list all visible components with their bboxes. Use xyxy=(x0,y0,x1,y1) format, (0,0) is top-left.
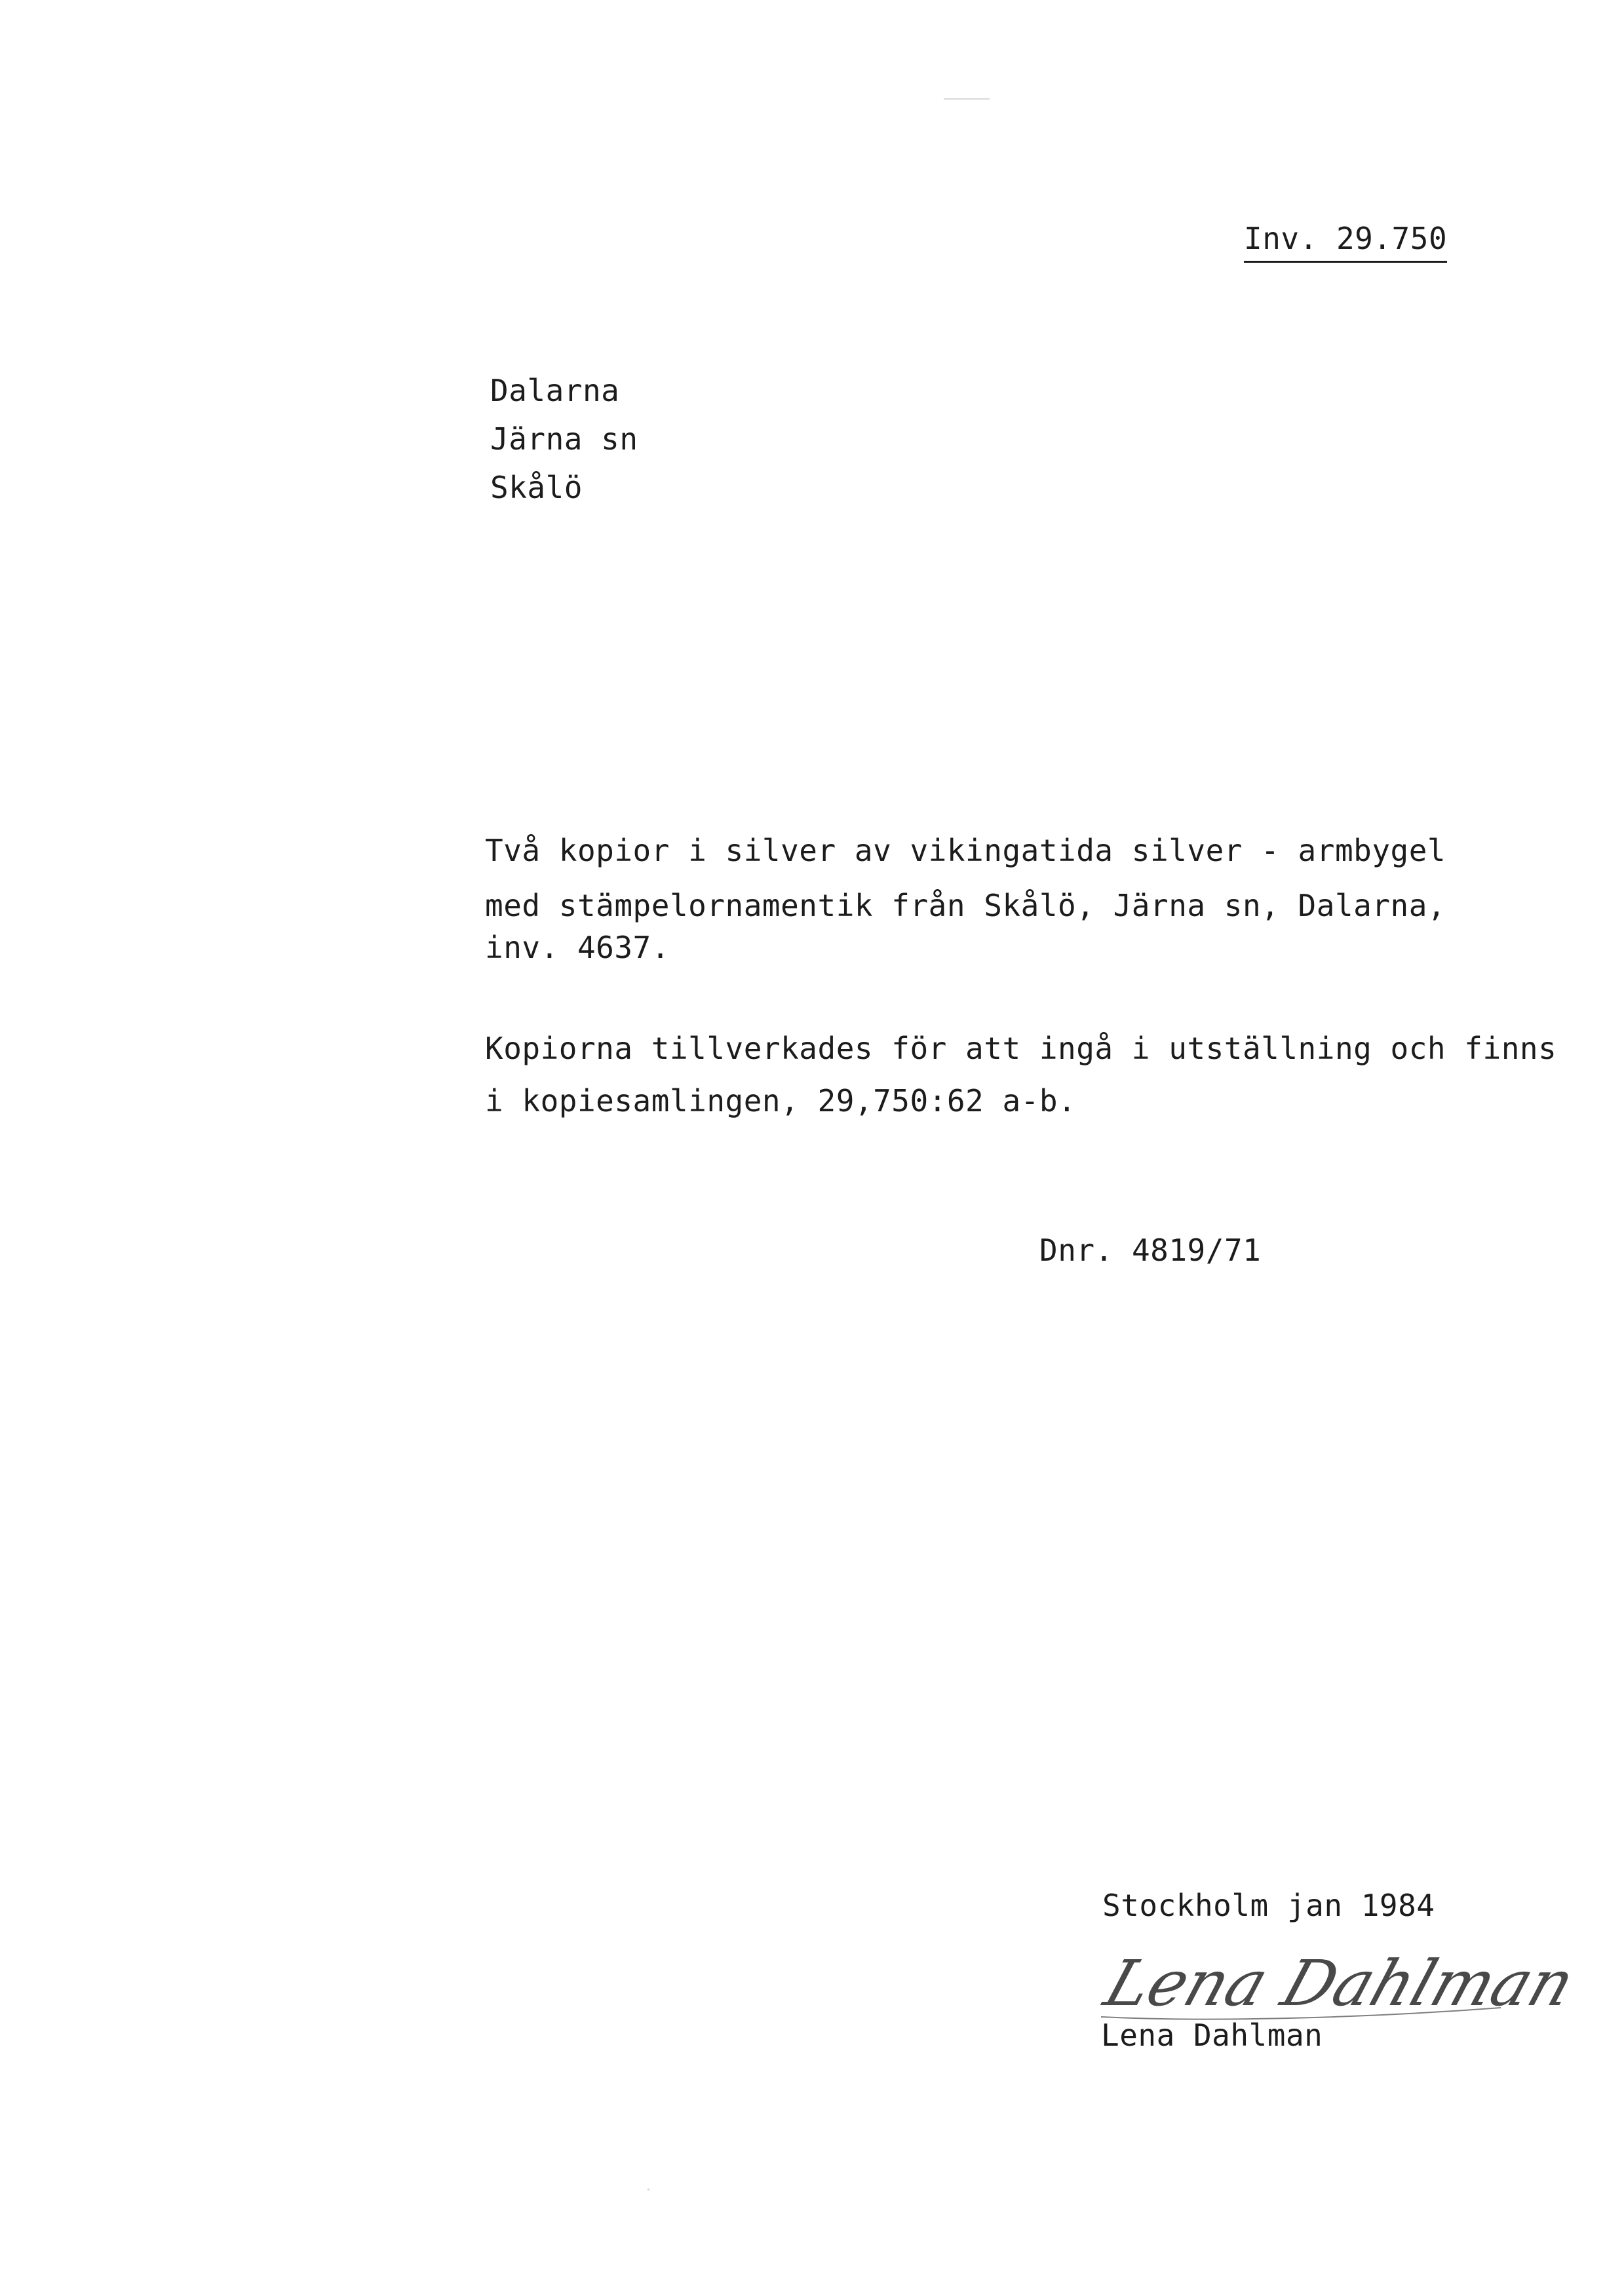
scan-artifact xyxy=(944,98,990,100)
location-site: Skålö xyxy=(490,470,583,505)
description-line: i kopiesamlingen, 29,750:62 a-b. xyxy=(485,1083,1077,1119)
description-line: inv. 4637. xyxy=(485,930,670,965)
location-parish: Järna sn xyxy=(490,421,638,457)
description-line: med stämpelornamentik från Skålö, Järna sn, Dalarna, xyxy=(485,888,1446,923)
location-region: Dalarna xyxy=(490,373,620,408)
inventory-number: Inv. 29.750 xyxy=(1244,220,1447,263)
diary-number: Dnr. 4819/71 xyxy=(1039,1233,1262,1268)
description-line: Två kopior i silver av vikingatida silver - armbygel xyxy=(485,833,1446,868)
scan-artifact xyxy=(648,2189,649,2191)
description-line: Kopiorna tillverkades för att ingå i utställning och finns xyxy=(485,1031,1557,1066)
signatory-name: Lena Dahlman xyxy=(1101,2018,1323,2053)
svg-text:Lena Dahlman: Lena Dahlman xyxy=(1096,1947,1583,2021)
place-and-date: Stockholm jan 1984 xyxy=(1102,1888,1435,1923)
